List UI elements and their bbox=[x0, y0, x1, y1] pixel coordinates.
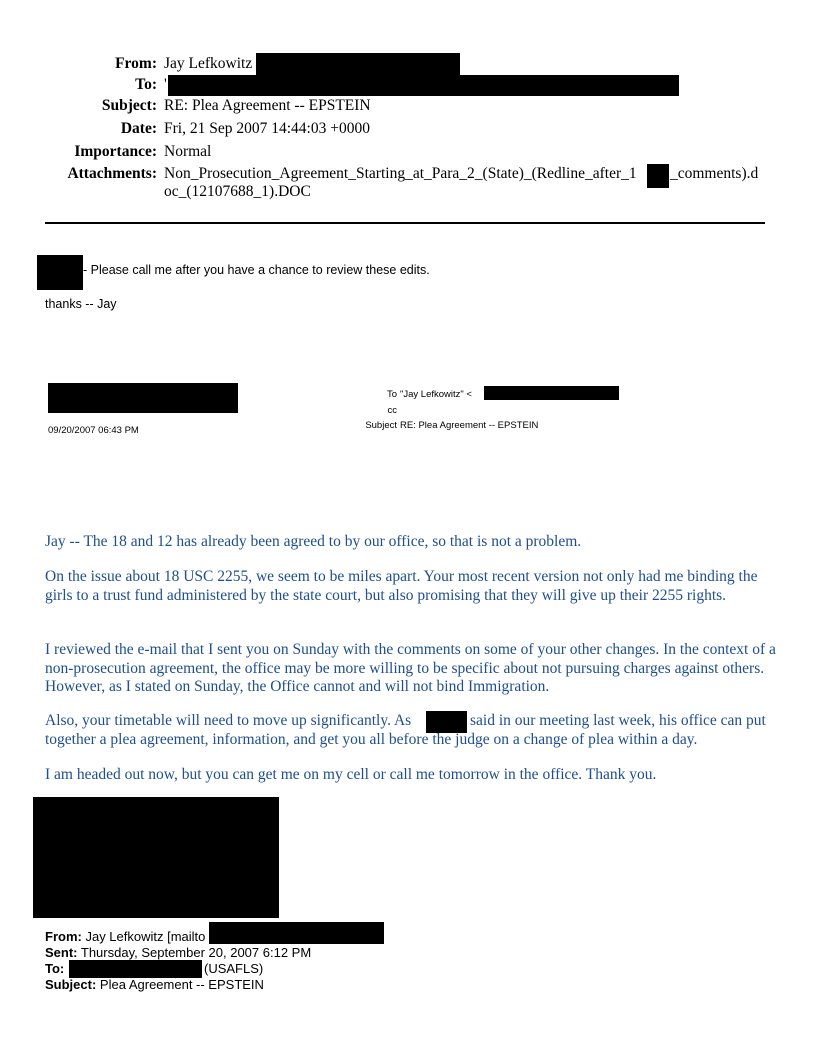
body-paragraph-3: I reviewed the e-mail that I sent you on Sunday with the comments on some of your other changes. In the context of a non-prosecution agreement, the office may be more willing to be specific about not pursuing charges against others. However, as I stated on Sunday, the Office cannot and will not bind Immigration. bbox=[45, 641, 776, 695]
subject-label: Subject: bbox=[101, 97, 157, 114]
quoted-subject-label: Subject bbox=[365, 420, 397, 431]
quoted-to-label: To bbox=[386, 389, 397, 400]
reply-line-1: - Please call me after you have a chance to review these edits. bbox=[83, 263, 430, 277]
forwarded-subject-value: Plea Agreement -- EPSTEIN bbox=[99, 977, 264, 992]
importance-value: Normal bbox=[164, 143, 212, 160]
date-label: Date: bbox=[120, 120, 157, 137]
redaction-sender-name bbox=[48, 383, 238, 413]
body-paragraph-5: I am headed out now, but you can get me on my cell or call me tomorrow in the office. Thank you. bbox=[45, 766, 657, 783]
subject-value: RE: Plea Agreement -- EPSTEIN bbox=[164, 97, 371, 114]
date-value: Fri, 21 Sep 2007 14:44:03 +0000 bbox=[164, 120, 370, 137]
forwarded-sent bbox=[45, 945, 311, 960]
body-paragraph-2: On the issue about 18 USC 2255, we seem to be miles apart. Your most recent version not only had me binding the girls to a trust fund administered by the state court, but also promising that they will give up their 2255 rights. bbox=[45, 568, 758, 604]
body-paragraph-4-start: Also, your timetable will need to move up significantly. As bbox=[45, 712, 412, 729]
from-value: Jay Lefkowitz bbox=[164, 55, 253, 72]
forwarded-to bbox=[45, 961, 64, 976]
attachment-filename-line2[interactable]: oc_(12107688_1).DOC bbox=[164, 183, 311, 200]
importance-label: Importance: bbox=[74, 143, 157, 160]
to-value: ' bbox=[164, 76, 167, 93]
forwarded-sent-value: Thursday, September 20, 2007 6:12 PM bbox=[80, 945, 312, 960]
to-label: To: bbox=[135, 76, 157, 93]
forwarded-from-label: From: bbox=[45, 929, 82, 944]
attachment-filename-part2[interactable]: _comments).d bbox=[670, 165, 759, 182]
forwarded-to-value: (USAFLS) bbox=[204, 961, 264, 976]
forwarded-subject-label: Subject: bbox=[45, 977, 97, 992]
redaction-from-email bbox=[256, 53, 460, 75]
reply-signoff: thanks -- Jay bbox=[45, 297, 117, 311]
attachment-filename-part1[interactable]: Non_Prosecution_Agreement_Starting_at_Para_2_(State)_(Redline_after_1 bbox=[164, 165, 637, 182]
body-paragraph-4-rest: said in our meeting last week, his office can put together a plea agreement, information, and get you all before the judge on a change of plea within a day. bbox=[45, 712, 766, 748]
quoted-sent-date: 09/20/2007 06:43 PM bbox=[48, 425, 139, 436]
redaction-attachment-name bbox=[647, 164, 669, 188]
quoted-cc-label: cc bbox=[387, 405, 397, 416]
attachments-label: Attachments: bbox=[67, 165, 157, 182]
forwarded-to-label: To: bbox=[45, 961, 65, 976]
quoted-to-value: "Jay Lefkowitz" < bbox=[400, 389, 472, 400]
forwarded-from bbox=[45, 929, 205, 944]
forwarded-sent-label: Sent: bbox=[45, 945, 78, 960]
redaction-quoted-to-email bbox=[484, 386, 619, 400]
quoted-subject-value: RE: Plea Agreement -- EPSTEIN bbox=[400, 420, 539, 431]
redaction-to bbox=[168, 75, 679, 96]
from-label: From: bbox=[115, 55, 157, 72]
redaction-recipient-name bbox=[37, 255, 83, 290]
forwarded-from-value: Jay Lefkowitz [mailto bbox=[85, 929, 206, 944]
header-divider bbox=[45, 222, 765, 224]
redaction-forwarded-email bbox=[209, 922, 384, 944]
body-paragraph-1: Jay -- The 18 and 12 has already been agreed to by our office, so that is not a problem. bbox=[45, 533, 582, 550]
redaction-signature-block bbox=[33, 797, 279, 918]
forwarded-subject bbox=[45, 977, 264, 992]
redaction-forwarded-to-name bbox=[69, 960, 202, 978]
